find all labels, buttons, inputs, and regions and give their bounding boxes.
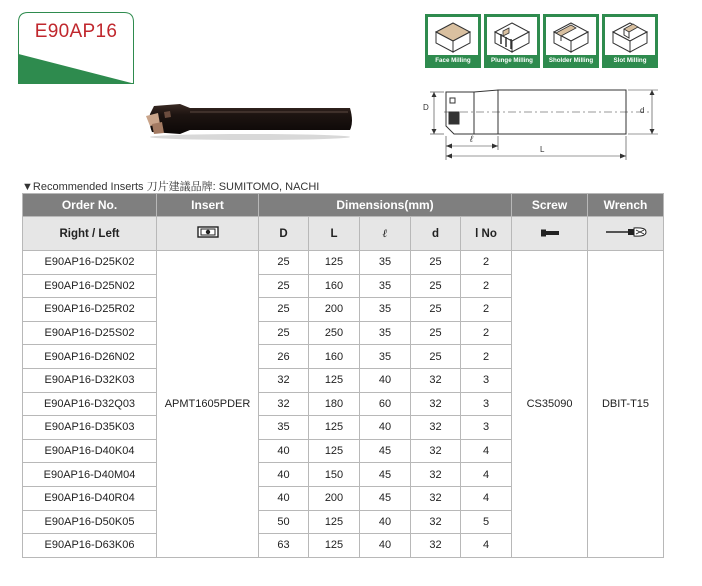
recommended-inserts-note: ▼Recommended Inserts 刀片建議品牌: SUMITOMO, NACHI bbox=[22, 181, 320, 193]
cell-l: 40 bbox=[360, 416, 411, 440]
screw-icon bbox=[540, 229, 560, 237]
cell-d: 32 bbox=[411, 416, 461, 440]
subheader-d: d bbox=[411, 217, 461, 251]
cell-d: 32 bbox=[411, 439, 461, 463]
cell-d: 25 bbox=[411, 251, 461, 275]
cell-D: 26 bbox=[259, 345, 309, 369]
cell-order-no: E90AP16-D26N02 bbox=[23, 345, 157, 369]
slot-milling-icon bbox=[605, 17, 655, 55]
cell-L: 160 bbox=[309, 274, 360, 298]
subheader-l-no: l No bbox=[461, 217, 512, 251]
cell-l: 35 bbox=[360, 298, 411, 322]
cell-screw: CS35090 bbox=[512, 251, 588, 558]
cell-l: 35 bbox=[360, 274, 411, 298]
cell-order-no: E90AP16-D32Q03 bbox=[23, 392, 157, 416]
subheader-screw-icon-cell bbox=[512, 217, 588, 251]
cell-d: 32 bbox=[411, 368, 461, 392]
shoulder-milling-card bbox=[543, 14, 599, 68]
wrench-icon bbox=[604, 226, 648, 238]
header-screw: Screw bbox=[512, 194, 588, 217]
page-title: E90AP16 bbox=[34, 21, 118, 42]
drawing-label-d: d bbox=[640, 106, 645, 115]
spec-table bbox=[22, 193, 664, 558]
cell-order-no: E90AP16-D25K02 bbox=[23, 251, 157, 275]
cell-l: 35 bbox=[360, 345, 411, 369]
cell-d: 25 bbox=[411, 321, 461, 345]
cell-d: 32 bbox=[411, 486, 461, 510]
subheader-wrench-icon-cell bbox=[588, 217, 664, 251]
cell-d: 32 bbox=[411, 510, 461, 534]
slot-milling-card bbox=[602, 14, 658, 68]
cell-D: 32 bbox=[259, 368, 309, 392]
cell-L: 125 bbox=[309, 416, 360, 440]
face-milling-label: Face Milling bbox=[435, 57, 471, 64]
cell-l-no: 4 bbox=[461, 534, 512, 558]
subheader-D: D bbox=[259, 217, 309, 251]
cell-l-no: 5 bbox=[461, 510, 512, 534]
cell-wrench: DBIT-T15 bbox=[588, 251, 664, 558]
cell-L: 250 bbox=[309, 321, 360, 345]
cell-l: 45 bbox=[360, 439, 411, 463]
cell-order-no: E90AP16-D25R02 bbox=[23, 298, 157, 322]
tool-drawing bbox=[414, 86, 664, 166]
drawing-label-D: D bbox=[423, 103, 429, 112]
cell-l: 45 bbox=[360, 463, 411, 487]
cell-L: 125 bbox=[309, 251, 360, 275]
cell-L: 200 bbox=[309, 486, 360, 510]
cell-L: 125 bbox=[309, 510, 360, 534]
shoulder-milling-label: Sholder Milling bbox=[548, 57, 594, 64]
cell-order-no: E90AP16-D40M04 bbox=[23, 463, 157, 487]
slot-milling-label: Slot Milling bbox=[613, 57, 647, 64]
title-badge bbox=[18, 12, 134, 84]
cell-L: 125 bbox=[309, 439, 360, 463]
cell-l: 35 bbox=[360, 321, 411, 345]
cell-L: 160 bbox=[309, 345, 360, 369]
cell-l: 45 bbox=[360, 486, 411, 510]
cell-D: 40 bbox=[259, 486, 309, 510]
cell-l-no: 4 bbox=[461, 486, 512, 510]
cell-L: 180 bbox=[309, 392, 360, 416]
header-order-no: Order No. bbox=[23, 194, 157, 217]
cell-order-no: E90AP16-D40K04 bbox=[23, 439, 157, 463]
cell-insert: APMT1605PDER bbox=[157, 251, 259, 558]
tool-photo bbox=[140, 100, 355, 140]
cell-l-no: 2 bbox=[461, 298, 512, 322]
cell-L: 125 bbox=[309, 368, 360, 392]
cell-d: 25 bbox=[411, 298, 461, 322]
cell-l-no: 4 bbox=[461, 463, 512, 487]
cell-D: 35 bbox=[259, 416, 309, 440]
cell-D: 40 bbox=[259, 463, 309, 487]
cell-D: 25 bbox=[259, 274, 309, 298]
drawing-label-L: L bbox=[540, 145, 545, 154]
cell-l-no: 2 bbox=[461, 345, 512, 369]
cell-l-no: 3 bbox=[461, 416, 512, 440]
cell-order-no: E90AP16-D63K06 bbox=[23, 534, 157, 558]
cell-l-no: 2 bbox=[461, 251, 512, 275]
plunge-milling-card bbox=[484, 14, 540, 68]
subheader-right-left: Right / Left bbox=[23, 217, 157, 251]
cell-d: 25 bbox=[411, 345, 461, 369]
header-dimensions: Dimensions(mm) bbox=[259, 194, 512, 217]
cell-L: 125 bbox=[309, 534, 360, 558]
plunge-milling-icon bbox=[487, 17, 537, 55]
subheader-l: ℓ bbox=[360, 217, 411, 251]
cell-D: 25 bbox=[259, 321, 309, 345]
cell-order-no: E90AP16-D50K05 bbox=[23, 510, 157, 534]
cell-l: 60 bbox=[360, 392, 411, 416]
cell-order-no: E90AP16-D40R04 bbox=[23, 486, 157, 510]
header-insert: Insert bbox=[157, 194, 259, 217]
cell-order-no: E90AP16-D32K03 bbox=[23, 368, 157, 392]
cell-D: 25 bbox=[259, 251, 309, 275]
cell-d: 32 bbox=[411, 392, 461, 416]
cell-l: 40 bbox=[360, 510, 411, 534]
cell-D: 63 bbox=[259, 534, 309, 558]
cell-order-no: E90AP16-D25N02 bbox=[23, 274, 157, 298]
cell-l: 40 bbox=[360, 368, 411, 392]
cell-D: 25 bbox=[259, 298, 309, 322]
cell-D: 32 bbox=[259, 392, 309, 416]
cell-order-no: E90AP16-D35K03 bbox=[23, 416, 157, 440]
cell-L: 200 bbox=[309, 298, 360, 322]
header-wrench: Wrench bbox=[588, 194, 664, 217]
table-row bbox=[23, 251, 664, 275]
cell-l-no: 2 bbox=[461, 274, 512, 298]
cell-l-no: 3 bbox=[461, 392, 512, 416]
cell-L: 150 bbox=[309, 463, 360, 487]
face-milling-card bbox=[425, 14, 481, 68]
insert-icon bbox=[197, 226, 219, 238]
cell-l-no: 2 bbox=[461, 321, 512, 345]
cell-l: 40 bbox=[360, 534, 411, 558]
face-milling-icon bbox=[428, 17, 478, 55]
cell-l-no: 3 bbox=[461, 368, 512, 392]
cell-l: 35 bbox=[360, 251, 411, 275]
drawing-label-l: ℓ bbox=[470, 134, 473, 144]
subheader-L: L bbox=[309, 217, 360, 251]
shoulder-milling-icon bbox=[546, 17, 596, 55]
subheader-insert-icon-cell bbox=[157, 217, 259, 251]
cell-d: 32 bbox=[411, 534, 461, 558]
plunge-milling-label: Plunge Milling bbox=[491, 57, 533, 64]
cell-d: 25 bbox=[411, 274, 461, 298]
cell-order-no: E90AP16-D25S02 bbox=[23, 321, 157, 345]
cell-D: 40 bbox=[259, 439, 309, 463]
cell-D: 50 bbox=[259, 510, 309, 534]
cell-l-no: 4 bbox=[461, 439, 512, 463]
cell-d: 32 bbox=[411, 463, 461, 487]
